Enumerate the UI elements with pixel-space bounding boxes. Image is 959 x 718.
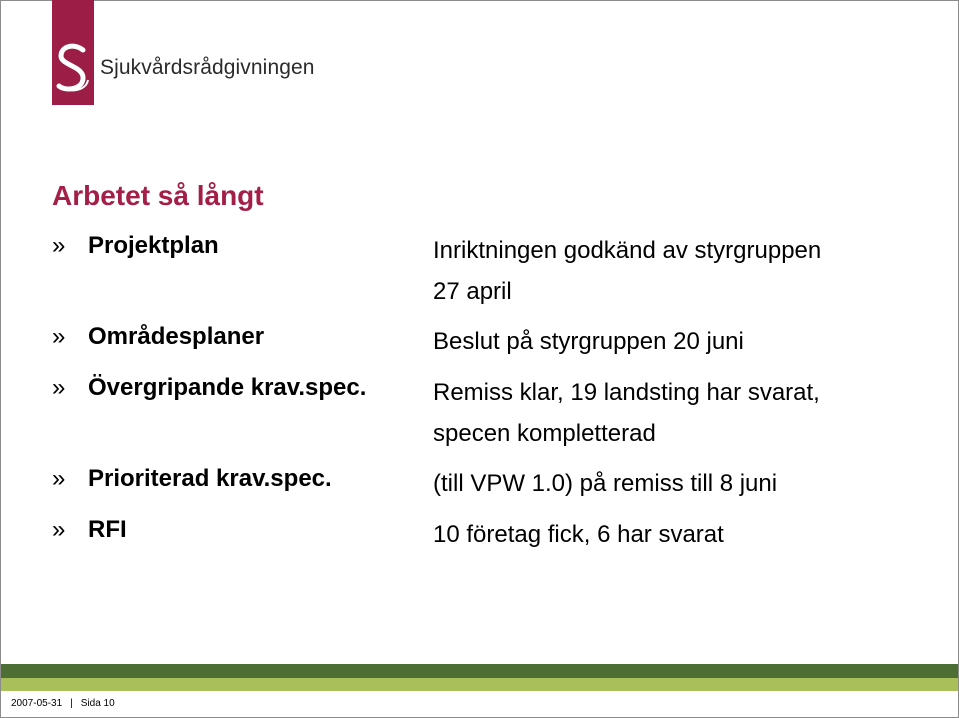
item-description bbox=[433, 463, 777, 504]
item-label: RFI bbox=[88, 516, 127, 543]
footer-band-dark bbox=[1, 664, 958, 678]
description-line: Remiss klar, 19 landsting har svarat, bbox=[433, 379, 820, 406]
description-line: (till VPW 1.0) på remiss till 8 juni bbox=[433, 470, 778, 497]
bullet-icon: » bbox=[52, 465, 66, 492]
item-label: Projektplan bbox=[88, 232, 219, 259]
footer-band-light bbox=[1, 678, 958, 691]
item-description bbox=[433, 372, 820, 454]
bullet-icon: » bbox=[52, 516, 66, 543]
bullet-icon: » bbox=[52, 323, 66, 350]
description-line: Inriktningen godkänd av styrgruppen bbox=[433, 237, 822, 264]
item-description bbox=[433, 230, 821, 312]
logo-s-icon bbox=[52, 0, 94, 105]
description-line: Beslut på styrgruppen 20 juni bbox=[433, 328, 744, 355]
item-description bbox=[433, 321, 744, 362]
footer-separator: | bbox=[70, 698, 73, 709]
description-line: 27 april bbox=[433, 278, 512, 305]
footer-page-number: Sida 10 bbox=[80, 698, 115, 709]
footer-date: 2007-05-31 bbox=[11, 698, 63, 709]
item-description bbox=[433, 514, 724, 555]
item-label: Prioriterad krav.spec. bbox=[88, 465, 332, 492]
description-line: 10 företag fick, 6 har svarat bbox=[433, 521, 724, 548]
bullet-icon: » bbox=[52, 232, 66, 259]
slide-footer bbox=[11, 698, 115, 709]
brand-name: Sjukvårdsrådgivningen bbox=[100, 56, 315, 79]
slide-title: Arbetet så långt bbox=[52, 180, 264, 211]
bullet-icon: » bbox=[52, 374, 66, 401]
description-line: specen kompletterad bbox=[433, 420, 656, 447]
item-label: Övergripande krav.spec. bbox=[88, 374, 367, 401]
item-label: Områdesplaner bbox=[88, 323, 265, 350]
